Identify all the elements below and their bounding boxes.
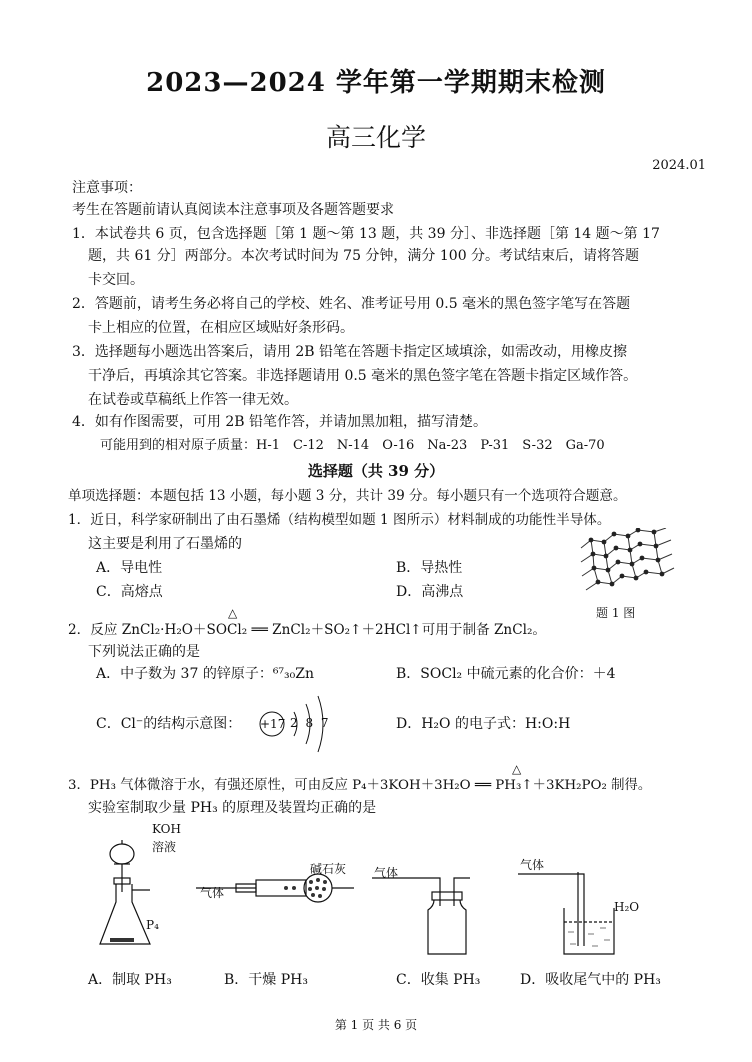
q1-option-a: A．导电性 — [96, 560, 163, 576]
label-solution: 溶液 — [152, 840, 177, 854]
q1-option-c: C．高熔点 — [96, 584, 163, 600]
q1-stem-2: 这主要是利用了石墨烯的 — [88, 536, 242, 552]
notice-line: 2．答题前，请考生务必将自己的学校、姓名、准考证号用 0.5 毫米的黑色签字笔写在答题 — [72, 296, 631, 312]
section-instructions: 单项选择题：本题包括 13 小题，每小题 3 分，共计 39 分。每小题只有一个选项符合题意。 — [68, 488, 627, 504]
label-p4: P₄ — [146, 918, 159, 932]
q1-option-d: D．高沸点 — [396, 584, 464, 600]
apparatus-d-absorption-beaker — [518, 862, 628, 958]
notice-line: 卡上相应的位置，在相应区域贴好条形码。 — [88, 320, 354, 336]
q3-stem: 3．PH₃ 气体微溶于水，有强还原性，可由反应 P₄＋3KOH＋3H₂O ══ PH₃↑＋3KH₂PO₂ 制得。 — [68, 778, 652, 793]
section-title: 选择题（共 39 分） — [307, 462, 445, 480]
q2-stem: 2．反应 ZnCl₂·H₂O＋SOCl₂ ══ ZnCl₂＋SO₂↑＋2HCl↑可用于制备 ZnCl₂。 — [68, 622, 546, 638]
label-soda-lime: 碱石灰 — [310, 862, 347, 876]
notice-line: 3．选择题每小题选出答案后，请用 2B 铅笔在答题卡指定区域填涂，如需改动，用橡皮擦 — [72, 344, 628, 360]
q2-stem-2: 下列说法正确的是 — [88, 644, 200, 660]
q2-option-c: C．Cl⁻的结构示意图： — [96, 716, 242, 732]
exam-title: 2023—2024 学年第一学期期末检测 — [146, 68, 606, 98]
q3-condition: △ — [512, 762, 522, 776]
apparatus-c-gas-bottle — [372, 870, 482, 960]
q3-option-b: B．干燥 PH₃ — [224, 972, 308, 988]
q1-option-b: B．导热性 — [396, 560, 463, 576]
nucleus-charge: +17 — [260, 717, 286, 731]
electron-shells: 2 8 7 — [290, 716, 331, 730]
notice-line: 干净后，再填涂其它答案。非选择题请用 0.5 毫米的黑色签字笔在答题卡指定区域作答。 — [88, 368, 638, 384]
q2-option-b: B．SOCl₂ 中硫元素的化合价：＋4 — [396, 666, 616, 682]
notice-heading: 注意事项： — [72, 180, 142, 196]
notice-intro: 考生在答题前请认真阅读本注意事项及各题答题要求 — [72, 202, 394, 218]
apparatus-b-drying-tube — [196, 870, 356, 910]
label-gas-d: 气体 — [520, 858, 545, 872]
q3-stem-2: 实验室制取少量 PH₃ 的原理及装置均正确的是 — [88, 800, 377, 816]
q2-condition: △ — [228, 606, 238, 620]
label-gas-c: 气体 — [374, 866, 399, 880]
page-footer: 第 1 页 共 6 页 — [334, 1018, 418, 1032]
exam-date: 2024.01 — [652, 158, 706, 173]
q3-option-a: A．制取 PH₃ — [88, 972, 172, 988]
label-water: H₂O — [614, 900, 640, 914]
graphene-figure — [576, 528, 676, 600]
notice-line: 在试卷或草稿纸上作答一律无效。 — [88, 392, 298, 408]
subject-title: 高三化学 — [325, 123, 426, 152]
label-gas-b: 气体 — [200, 886, 225, 900]
q1-figure-label: 题 1 图 — [596, 606, 636, 620]
atomic-masses: 可能用到的相对原子质量：H-1 C-12 N-14 O-16 Na-23 P-31 S-32 Ga-70 — [100, 438, 605, 453]
notice-line: 4．如有作图需要，可用 2B 铅笔作答，并请加黑加粗，描写清楚。 — [72, 414, 488, 430]
notice-line: 卡交回。 — [88, 272, 144, 288]
q2-option-a: A．中子数为 37 的锌原子：⁶⁷₃₀Zn — [96, 666, 315, 682]
label-koh: KOH — [152, 822, 181, 836]
notice-line: 题，共 61 分］两部分。本次考试时间为 75 分钟，满分 100 分。考试结束后，请将答题 — [88, 248, 640, 264]
q1-stem: 1．近日，科学家研制出了由石墨烯（结构模型如题 1 图所示）材料制成的功能性半导体。 — [68, 512, 611, 528]
notice-line: 1．本试卷共 6 页，包含选择题［第 1 题～第 13 题，共 39 分］、非选择题［第 14 题～第 17 — [72, 226, 660, 242]
q3-option-d: D．吸收尾气中的 PH₃ — [520, 972, 661, 988]
q2-option-d: D．H₂O 的电子式：H:O:H — [396, 716, 571, 732]
q3-option-c: C．收集 PH₃ — [396, 972, 481, 988]
